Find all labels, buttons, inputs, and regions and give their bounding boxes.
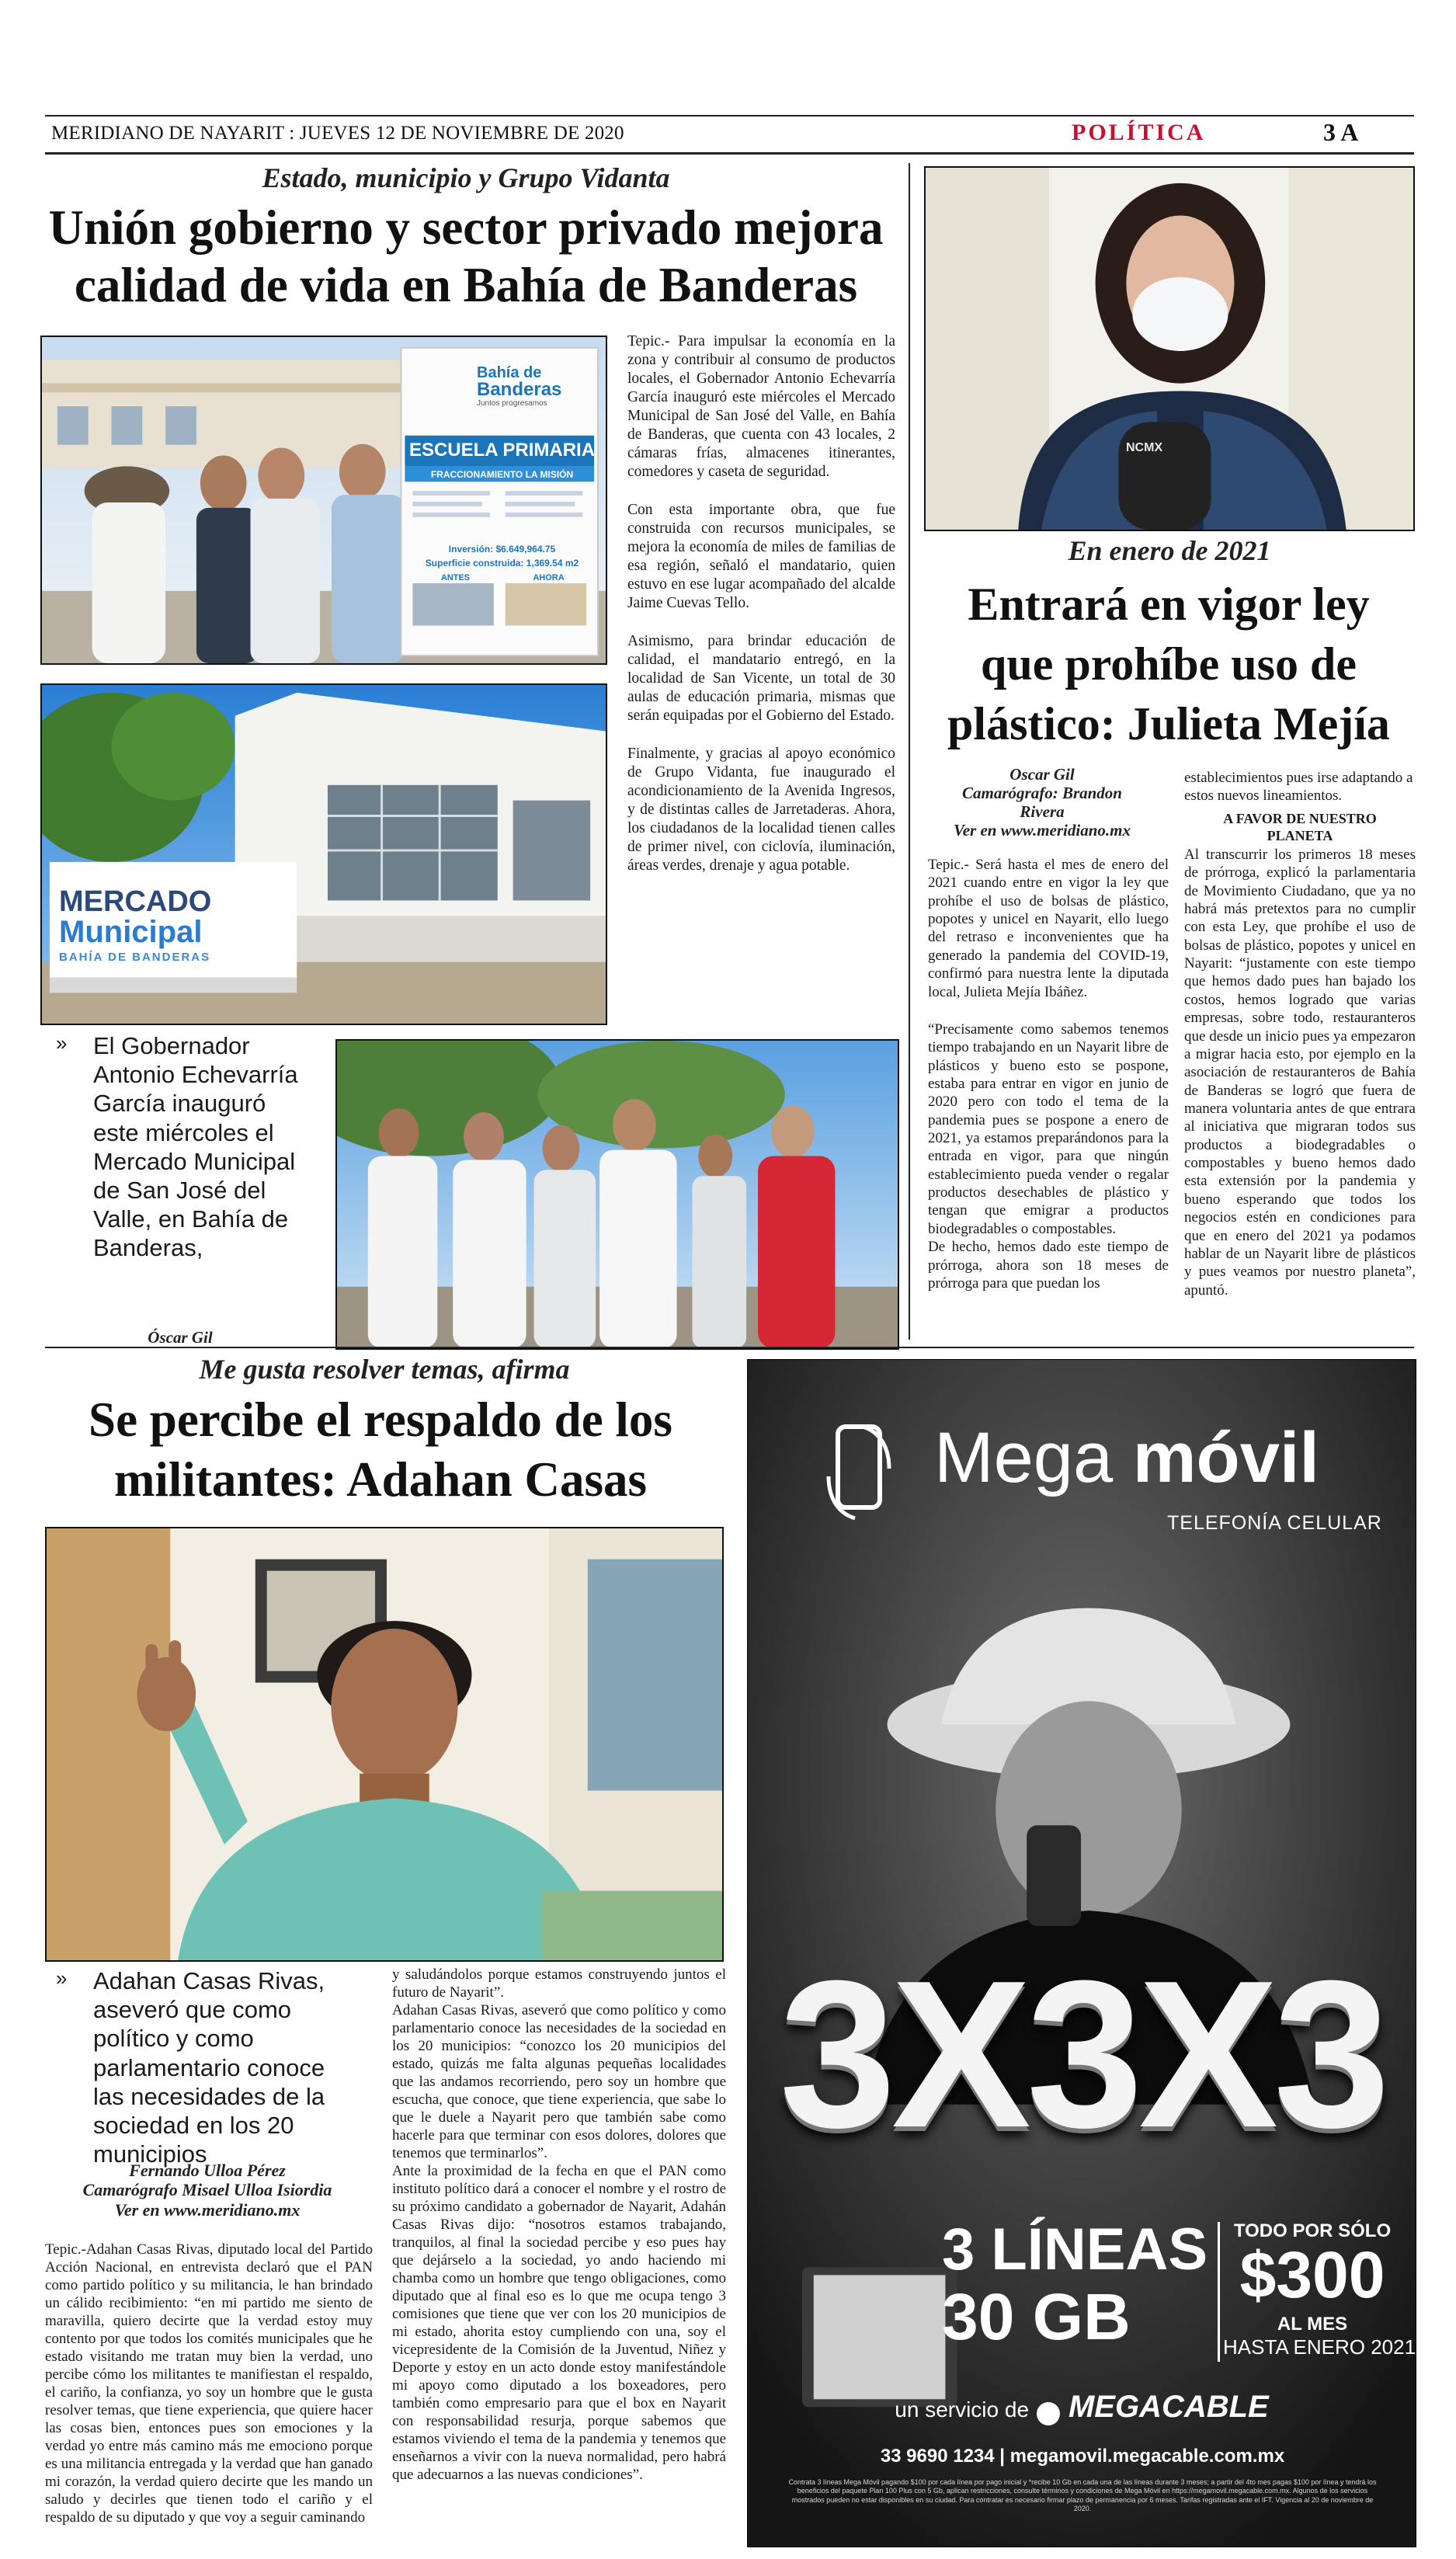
market-sign-line3: BAHÍA DE BANDERAS	[59, 951, 211, 964]
megamovil-ad[interactable]	[747, 1359, 1416, 2547]
article2-kicker: En enero de 2021	[1068, 535, 1271, 566]
article2-col1	[928, 856, 1169, 1292]
article1-headline-line2: calidad de vida en Bahía de Banderas	[74, 258, 858, 313]
article2-subhead-line1: A FAVOR DE NUESTRO	[1223, 810, 1377, 826]
article1-paragraph: Asimismo, para brindar educación de calidad, el mandatario entregó, en la localidad de San Vicente, un total de 30 aulas de educación primaria, mismas que serán equipadas por el Gobierno del Estado.	[627, 632, 895, 724]
ad-divider	[1218, 2222, 1220, 2362]
market-sign-line2: Municipal	[59, 915, 203, 949]
article2-byline-line4: Ver en www.meridiano.mx	[954, 821, 1131, 840]
ad-price: $300	[1239, 2238, 1385, 2311]
ad-tagline: TELEFONÍA CELULAR	[1167, 1512, 1382, 1534]
ad-fine-print: Contrata 3 líneas Mega Móvil pagando $100 por cada línea por pago inicial y *recibe 10 Gb en cada una de las líneas durante 3 meses; a partir del 4to mes pagas $100 por línea y tendrá los beneficios del paquete Plan 100 Plus con 5 Gb, aplican restricciones, consulte términos y condiciones de Mega Móvil en https://megamovil.megacable.com.mx. Algunos de los servicios mostrados pueden no estar disponibles en su ciudad. Para contratar es necesario firmar plazo de permanencia por 6 meses. Tarifas registradas ante el IFT. Vigencia al 20 de noviembre de 2020.	[788, 2478, 1377, 2512]
header-rule-bottom	[45, 152, 1414, 155]
article3-paragraph: y saludándolos porque estamos construyendo juntos el futuro de Nayarit”.	[392, 1966, 726, 2001]
article3-paragraph: Ante la proximidad de la fecha en que el PAN como instituto político dará a conocer el nombre y el rostro de su próximo candidato a gobernador de Nayarit, Adahán Casas Rivas dijo: “nosotros estamos trabajando, tranquilos, al final la sociedad percibe y eso pues hay que dejárselo a la sociedad, yo ando haciendo mi chamba como un hombre que tengo obligaciones, como diputado que al final eso es lo que me ocupa tengo 3 comisiones que tiene que ver con los 20 municipios de mi estado, ahorita estoy cumpliendo con una, soy el vicepresidente de la Comisión de la Juventud, Niñez y Deporte y estoy en un acto donde estoy manifestándole mi apoyo como diputado a los boxeadores, pero también como empresario para que el box en Nayarit con responsabilidad resurja, porque sabemos que estamos viviendo el tema de la pandemia y tenemos que enseñarnos a vivir con la nueva normalidad, pero habrá que adecuarnos a las nuevas condiciones”.	[392, 2162, 726, 2483]
article1-headline-line1: Unión gobierno y sector privado mejora	[48, 200, 884, 255]
article2-headline-line2: que prohíbe uso de	[980, 638, 1357, 690]
article3-caption-text: Adahan Casas Rivas, aseveró que como político y como parlamentario conoce las necesidades de la sociedad en los 20 municipios	[93, 1967, 325, 2168]
article3-paragraph: Tepic.-Adahan Casas Rivas, diputado local del Partido Acción Nacional, en entrevista declaró que el PAN como partido político y su militancia, le han brindado un cálido recibimiento: “en mi partido me siento de maravilla, quiero decirte que la verdad estoy muy contento por que todos los comités municipales que he estado visitando me tratan muy bien la verdad, uno percibe cómo los militantes te manifiestan el respaldo, el cariño, la confianza, yo soy un hombre que le gusta resolver temas, que tiene experiencia, que quiere hacer las cosas bien, entonces pues son emociones y la verdad yo entre más camino más me emociono porque es una militancia entregada y la verdad que han ganado mi corazón, la verdad quiero decirte que les mando un saludo y decirles que tienen todo el cariño y el respaldo de su diputado y que voy a seguir caminando	[45, 2241, 373, 2526]
article1-caption-text: El Gobernador Antonio Echevarría García inauguró este miércoles el Mercado Municipal de San José del Valle, en Bahía de Banderas,	[93, 1032, 298, 1262]
school-sign-brand-line1: Bahía de	[477, 364, 542, 381]
article1-headline	[39, 199, 893, 315]
caption-bullet: »	[56, 1966, 68, 1990]
page-header	[45, 115, 1412, 154]
article2-photo-julieta	[924, 166, 1415, 531]
ad-hasta: HASTA ENERO 2021	[1223, 2335, 1416, 2359]
school-sign-superficie: Superficie construida: 1,369.54 m2	[425, 558, 579, 568]
article2-headline-line1: Entrará en vigor ley	[968, 579, 1370, 630]
school-sign-brand	[477, 365, 601, 408]
article3-byline-line3: Ver en www.meridiano.mx	[114, 2199, 301, 2220]
article3-byline	[48, 2161, 367, 2220]
article3-headline	[31, 1390, 730, 1510]
article1-caption	[56, 1031, 304, 1311]
section-divider	[45, 1347, 1414, 1348]
article3-headline-line1: Se percibe el respaldo de los	[89, 1392, 672, 1447]
article2-headline-line3: plástico: Julieta Mejía	[947, 697, 1390, 749]
article3-byline-line2: Camarógrafo Misael Ulloa Isiordia	[82, 2180, 332, 2200]
article2-byline-line2: Camarógrafo: Brandon	[962, 784, 1122, 803]
ad-brand	[934, 1418, 1319, 1497]
header-page-number: 3 A	[1323, 118, 1359, 146]
header-publication-date: MERIDIANO DE NAYARIT : JUEVES 12 DE NOVIEMBRE DE 2020	[51, 123, 624, 144]
article3-byline-line1: Fernando Ulloa Pérez	[129, 2161, 286, 2180]
article1-paragraph: Finalmente, y gracias al apoyo económico de Grupo Vidanta, fue inaugurado el acondicionamiento de la Avenida Ingresos, y de distintas calles de Jarretaderas. Ahora, los ciudadanos de la localidad tienen calles de primer nivel, con ciclovía, iluminación, áreas verdes, drenaje y agua potable.	[627, 745, 895, 874]
article2-byline-line1: Oscar Gil	[1009, 765, 1075, 784]
ad-todo-por-solo: TODO POR SÓLO	[1233, 2220, 1392, 2241]
ad-lines: 3 LÍNEAS	[942, 2217, 1208, 2283]
ad-servicio-de: un servicio de	[895, 2397, 1030, 2422]
article2-paragraph: “Precisamente como sabemos tenemos tiempo trabajando en un Nayarit libre de plásticos y bueno esto se pospone, estaba para entrar en vigor en junio de 2020 pero con todo el tema de la pandemia pues se pospone a enero de 2021, ya estamos preparándonos para la entrada en vigor, para que ningún establecimiento pueda vender o regalar productos desechables de plástico y tengan que emigrar a productos biodegradables o compostables.	[928, 1020, 1169, 1237]
article2-byline	[926, 765, 1159, 840]
article2-paragraph: Al transcurrir los primeros 18 meses de prórroga, explicó la parlamentaria de Movimiento Ciudadano, que ya no habrá más pretextos para no cumplir con esta Ley, que prohíbe el uso de bolsas de plástico, popotes y unicel en Nayarit: “justamente con este tiempo que hemos dado pues han bajado los costos, hemos logrado que varias empresas, sobre todo, restauranteros que desde un inicio pues ya empezaron a migrar hacia esto, por ejemplo en la asociación de restauranteros de Bahía de Banderas se logró que fuera de manera voluntaria antes de que entrara al iniciativa que migraran todos sus productos a biodegradables o compostables y bueno hemos dado esta extensión por la pandemia y bueno esperando que todos los negocios estén en condiciones para que en enero del 2021 ya podamos hablar de un Nayarit libre de plásticos y pues veamos por nuestro planeta”, apuntó.	[1184, 846, 1416, 1299]
article1-kicker: Estado, municipio y Grupo Vidanta	[262, 162, 670, 193]
ad-al-mes: AL MES	[1277, 2314, 1348, 2335]
school-sign-title-line1: ESCUELA PRIMARIA	[408, 440, 596, 461]
article3-headline-line2: militantes: Adahan Casas	[113, 1452, 648, 1507]
mic-label: NCMX	[1126, 441, 1163, 454]
article3-col1	[45, 2241, 373, 2527]
ad-promo-3x3x3: 3X3X3	[779, 1938, 1386, 2171]
ad-brand-bold: móvil	[1132, 1418, 1319, 1497]
article3-col2	[392, 1966, 726, 2484]
header-section: POLÍTICA	[1072, 120, 1206, 145]
article2-paragraph: Tepic.- Será hasta el mes de enero del 2021 cuando entre en vigor la ley que prohíbe el uso de bolsas de plástico, popotes y unicel en Nayarit, ello luego del retraso e inconvenientes que ha generado la pandemia del COVID-19, confirmó para nuestra lente la diputada local, Julieta Mejía Ibáñez.	[928, 857, 1169, 1000]
article2-paragraph: De hecho, hemos dado este tiempo de prórroga, ahora son 18 meses de prórroga para que puedan los	[928, 1239, 1169, 1292]
phone-icon	[824, 1422, 894, 1523]
article2-col2	[1184, 769, 1416, 1299]
market-sign-line1: MERCADO	[59, 885, 212, 918]
school-sign-title-line2: FRACCIONAMIENTO LA MISIÓN	[430, 469, 574, 480]
article3-photo-adahan	[45, 1527, 724, 1962]
article2-headline	[920, 575, 1417, 753]
school-sign-brand-tagline: Juntos progresamos	[477, 399, 547, 408]
article1-paragraph: Con esta importante obra, que fue construida con recursos municipales, se mejora la economía de miles de familias de esa región, señaló el mandatario, quien estuvo en ese lugar acompañado del alcalde Jaime Cuevas Tello.	[627, 501, 895, 611]
article2-subhead	[1184, 810, 1416, 844]
article1-photo-group	[335, 1039, 899, 1350]
header-rule-top	[45, 115, 1414, 116]
article1-paragraph: Tepic.- Para impulsar la economía en la zona y contribuir al consumo de productos locales, el Gobernador Antonio Echevarría García inauguró este miércoles el Mercado Municipal de San José del Valle, en Bahía de Banderas, que cuenta con 43 locales, 2 cámaras frías, almacenes itinerantes, comedores y caseta de seguridad.	[627, 333, 895, 480]
article2-subhead-line2: PLANETA	[1267, 827, 1333, 843]
school-sign-antes: ANTES	[440, 573, 471, 582]
school-sign-ahora: AHORA	[533, 573, 565, 582]
ad-contact[interactable]: 33 9690 1234 | megamovil.megacable.com.mx	[880, 2446, 1285, 2467]
ad-servicio	[888, 2390, 1276, 2425]
article1-photo-market	[40, 683, 607, 1025]
column-divider-top	[909, 163, 910, 1340]
article1-photo-school-sign	[40, 336, 607, 665]
ad-megacable: MEGACABLE	[1068, 2390, 1269, 2424]
article3-kicker: Me gusta resolver temas, afirma	[199, 1354, 570, 1385]
megacable-logo-icon	[1037, 2402, 1060, 2425]
article1-byline: Óscar Gil	[148, 1328, 213, 1347]
ad-brand-light: Mega	[934, 1418, 1114, 1497]
article1-body	[627, 332, 895, 895]
article2-col2-top: establecimientos pues irse adaptando a estos nuevos lineamientos.	[1184, 770, 1413, 805]
ad-data: 30 GB	[942, 2280, 1131, 2353]
article2-byline-line3: Rivera	[1020, 802, 1065, 822]
article3-paragraph: Adahan Casas Rivas, aseveró que como político y como parlamentario conoce las necesidades de la sociedad en los 20 municipios: “conozco los 20 municipios del estado, quizás me falta algunas pequeñas localidades que las andamos recorriendo, pero soy un hombre que escucha, que conoce, que tiene experiencia, que sabe lo que le duele a Nayarit pero que también sabe como hacerle para que terminar con esos dolores, dolores que tenemos que terminarlos”.	[392, 2001, 726, 2161]
school-sign-inversion: Inversión: $6.649,964.75	[448, 544, 556, 555]
school-sign-brand-line2: Banderas	[477, 379, 562, 400]
caption-bullet: »	[56, 1031, 68, 1055]
